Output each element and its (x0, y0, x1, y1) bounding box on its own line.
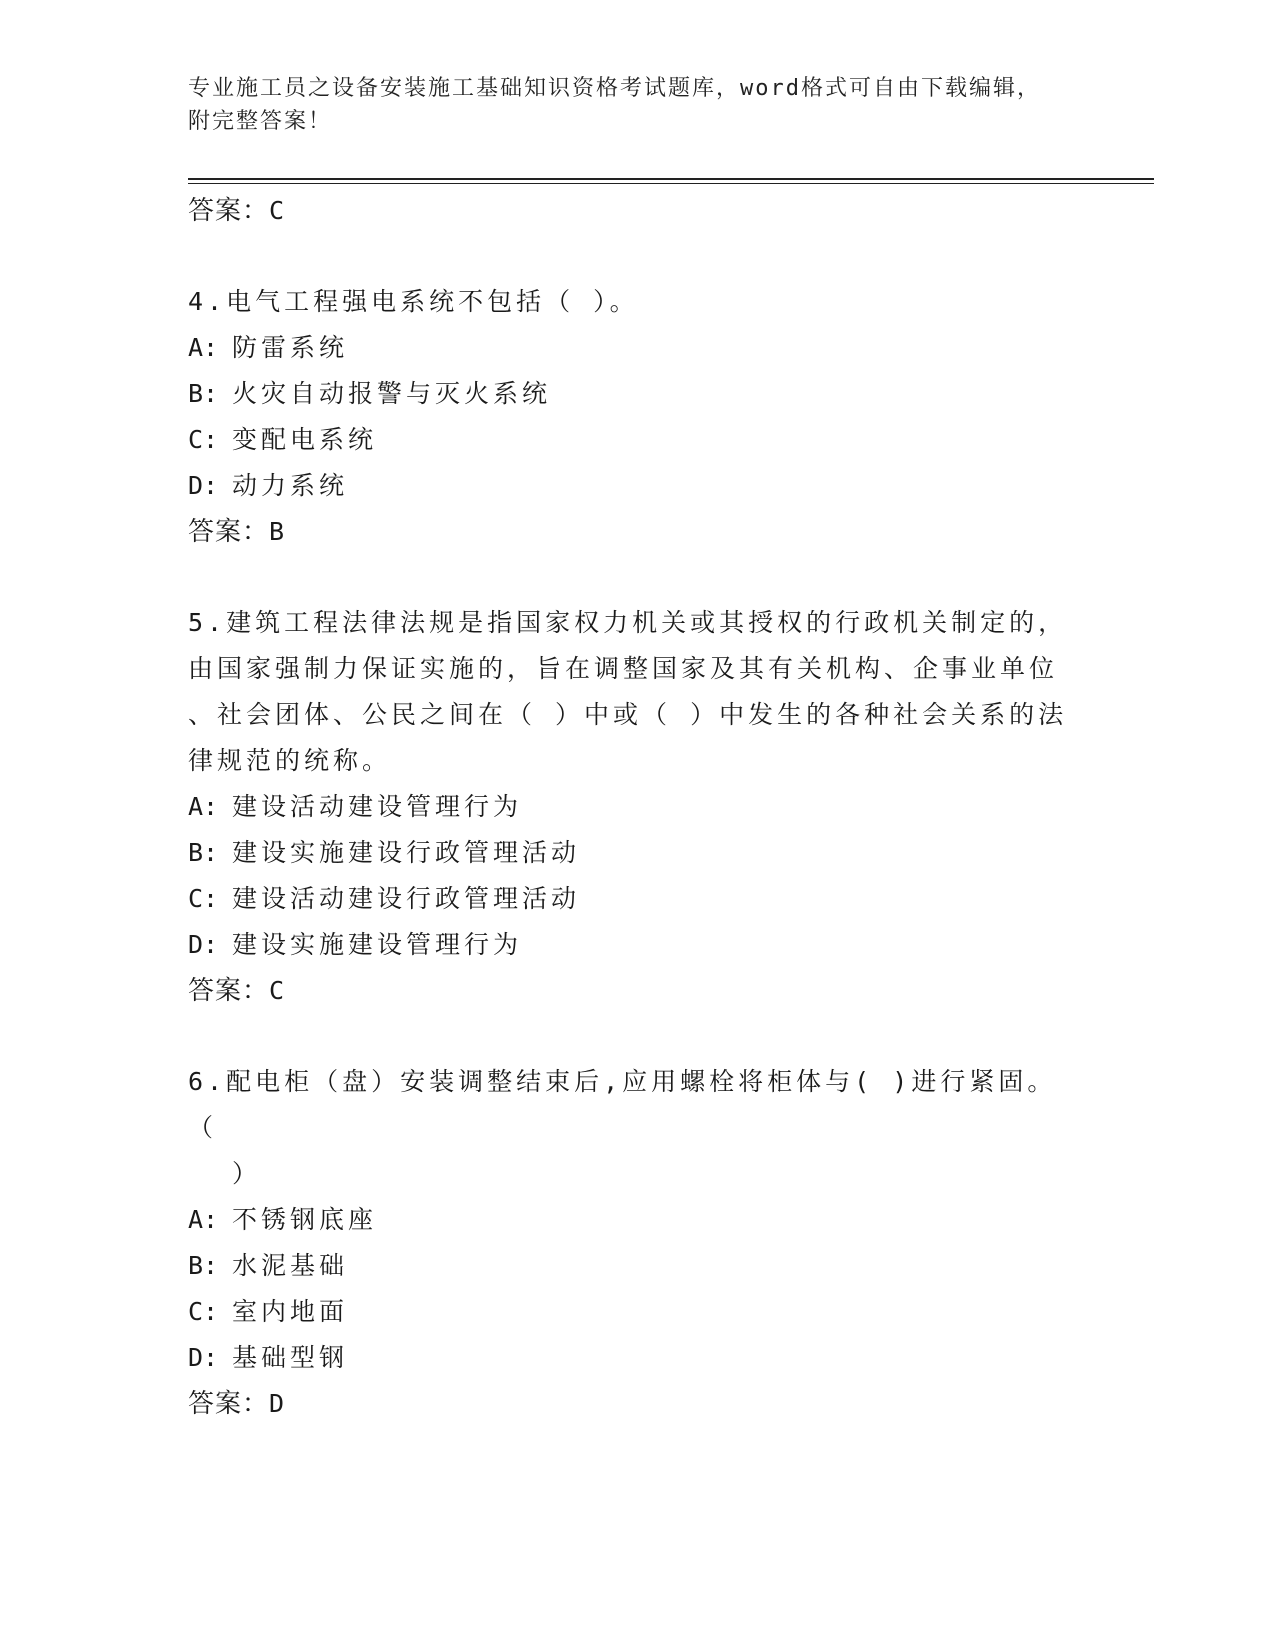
header-divider-thin (188, 183, 1154, 184)
option-text: 变配电系统 (232, 425, 378, 454)
option-text: 建设实施建设行政管理活动 (232, 838, 581, 867)
question-5 (188, 600, 1068, 1014)
header-divider-thick (188, 178, 1154, 180)
option-c (188, 1289, 1068, 1335)
question-line: 由国家强制力保证实施的，旨在调整国家及其有关机构、企事业单位 (188, 654, 1059, 683)
answer-key: B (269, 517, 286, 546)
question-answer (188, 1381, 1068, 1427)
option-letter: C: (188, 884, 219, 913)
option-text: 基础型钢 (232, 1343, 349, 1372)
question-line: 6.配电柜（盘）安装调整结束后,应用螺栓将柜体与( )进行紧固。（ (188, 1067, 1057, 1142)
option-text: 防雷系统 (232, 333, 349, 362)
spacer (188, 555, 1068, 600)
option-letter: A: (188, 1205, 219, 1234)
header-line-2: 附完整答案！ (188, 109, 333, 134)
option-text: 动力系统 (232, 471, 349, 500)
question-number: 4. (188, 287, 227, 316)
option-text: 室内地面 (232, 1297, 349, 1326)
option-a (188, 784, 1068, 830)
question-line: 电气工程强电系统不包括（ ）。 (226, 287, 639, 316)
option-b (188, 830, 1068, 876)
previous-answer (188, 188, 1068, 234)
option-letter: B: (188, 838, 219, 867)
option-letter: B: (188, 379, 219, 408)
answer-label: 答案： (188, 196, 270, 226)
option-d (188, 1335, 1068, 1381)
answer-label: 答案： (188, 517, 270, 547)
spacer (188, 234, 1068, 279)
option-b (188, 371, 1068, 417)
option-letter: A: (188, 792, 219, 821)
question-answer (188, 509, 1068, 555)
option-text: 水泥基础 (232, 1251, 349, 1280)
question-list (188, 188, 1068, 1427)
option-text: 火灾自动报警与灭火系统 (232, 379, 552, 408)
question-line: 律规范的统称。 (188, 746, 392, 775)
option-a (188, 1197, 1068, 1243)
question-line: 、社会团体、公民之间在（ ）中或（ ）中发生的各种社会关系的法 (188, 700, 1068, 729)
option-text: 建设活动建设行政管理活动 (232, 884, 581, 913)
option-c (188, 417, 1068, 463)
question-text (188, 279, 1068, 325)
answer-label: 答案： (188, 1389, 270, 1419)
answer-key: C (269, 976, 286, 1005)
question-text (188, 600, 1068, 784)
option-text: 不锈钢底座 (232, 1205, 378, 1234)
spacer (188, 1014, 1068, 1059)
option-text: 建设活动建设管理行为 (232, 792, 523, 821)
question-number: 6. (188, 1067, 227, 1096)
answer-key: C (269, 196, 286, 225)
option-letter: A: (188, 333, 219, 362)
option-d (188, 463, 1068, 509)
document-header (188, 72, 1068, 138)
option-letter: D: (188, 471, 219, 500)
question-line: 5.建筑工程法律法规是指国家权力机关或其授权的行政机关制定的， (188, 608, 1068, 637)
option-c (188, 876, 1068, 922)
question-number: 5. (188, 608, 227, 637)
option-text: 建设实施建设管理行为 (232, 930, 523, 959)
question-text (188, 1059, 1068, 1197)
option-letter: D: (188, 1343, 219, 1372)
option-letter: C: (188, 425, 219, 454)
option-letter: B: (188, 1251, 219, 1280)
option-letter: C: (188, 1297, 219, 1326)
option-letter: D: (188, 930, 219, 959)
question-6 (188, 1059, 1068, 1427)
header-line-1: 专业施工员之设备安装施工基础知识资格考试题库，word格式可自由下载编辑， (188, 76, 1041, 101)
option-a (188, 325, 1068, 371)
answer-label: 答案： (188, 976, 270, 1006)
option-b (188, 1243, 1068, 1289)
question-line: ） (232, 1159, 262, 1188)
answer-key: D (269, 1389, 286, 1418)
question-4 (188, 279, 1068, 555)
question-answer (188, 968, 1068, 1014)
option-d (188, 922, 1068, 968)
